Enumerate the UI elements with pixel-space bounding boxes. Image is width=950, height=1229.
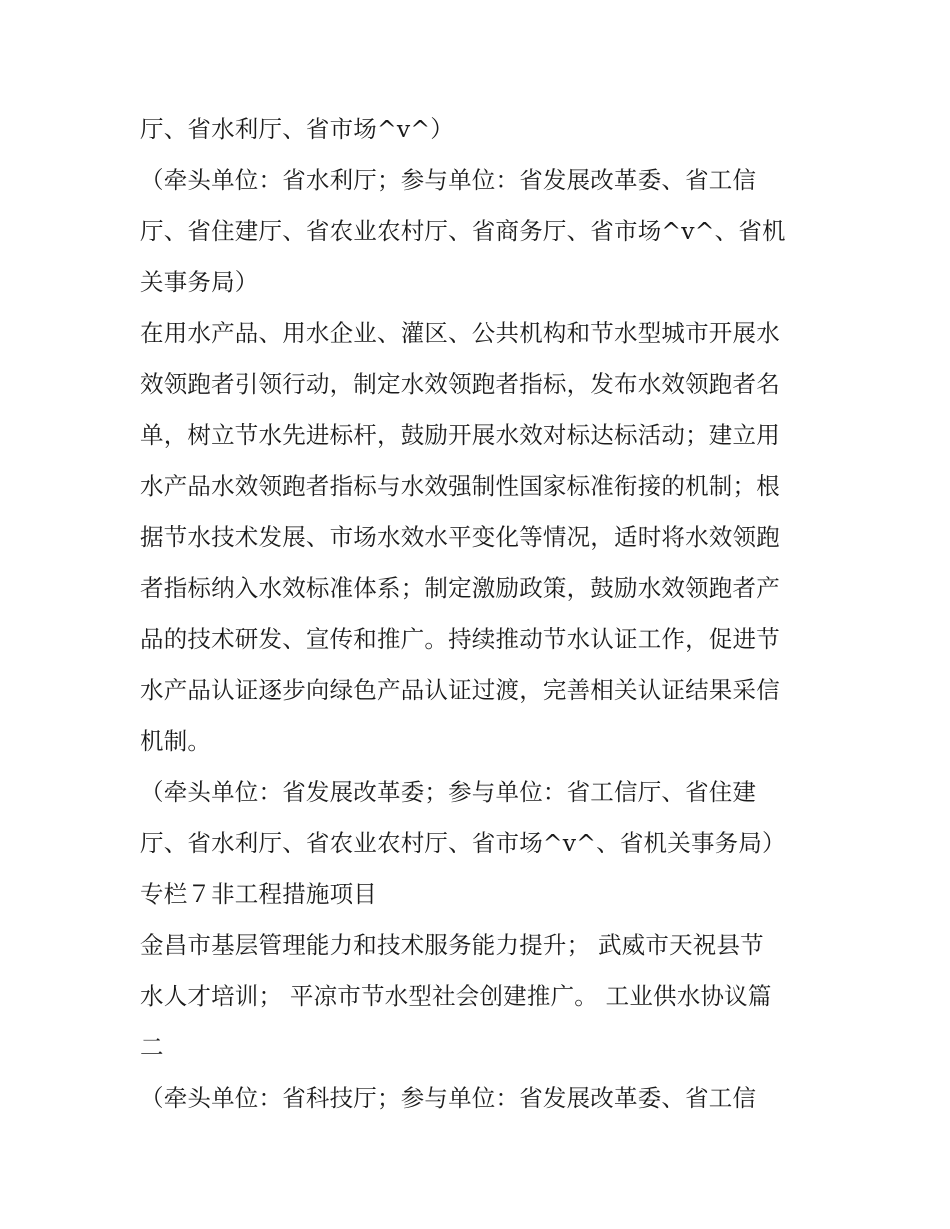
text-line-10: 者指标纳入水效标准体系；制定激励政策，鼓励水效领跑者产 (140, 574, 780, 602)
text-line-11: 品的技术研发、宣传和推广。持续推动节水认证工作，促进节 (140, 625, 780, 653)
text-line-2: （牵头单位：省水利厅；参与单位：省发展改革委、省工信 (140, 166, 757, 194)
text-line-4: 关事务局） (140, 268, 259, 296)
text-line-20: （牵头单位：省科技厅；参与单位：省发展改革委、省工信 (140, 1084, 757, 1112)
text-line-5: 在用水产品、用水企业、灌区、公共机构和节水型城市开展水 (140, 319, 780, 347)
text-line-9: 据节水技术发展、市场水效水平变化等情况，适时将水效领跑 (140, 523, 780, 551)
text-line-15: 厅、省水利厅、省农业农村厅、省市场^v^、省机关事务局） (140, 829, 786, 857)
text-line-6: 效领跑者引领行动，制定水效领跑者指标，发布水效领跑者名 (140, 370, 780, 398)
text-line-18: 水人才培训； 平凉市节水型社会创建推广。 工业供水协议篇 (140, 982, 772, 1010)
text-line-1: 厅、省水利厅、省市场^v^） (140, 115, 454, 143)
text-line-8: 水产品水效领跑者指标与水效强制性国家标准衔接的机制；根 (140, 472, 780, 500)
text-line-19: 二 (140, 1033, 164, 1061)
text-line-17: 金昌市基层管理能力和技术服务能力提升； 武威市天祝县节 (140, 931, 764, 959)
text-line-12: 水产品认证逐步向绿色产品认证过渡，完善相关认证结果采信 (140, 676, 780, 704)
text-line-7: 单，树立节水先进标杆，鼓励开展水效对标达标活动；建立用 (140, 421, 780, 449)
text-line-3: 厅、省住建厅、省农业农村厅、省商务厅、省市场^v^、省机 (140, 217, 786, 245)
document-page (140, 104, 820, 1124)
column-heading: 专栏７非工程措施项目 (140, 880, 377, 908)
text-line-13: 机制。 (140, 727, 212, 755)
text-line-14: （牵头单位：省发展改革委；参与单位：省工信厅、省住建 (140, 778, 757, 806)
